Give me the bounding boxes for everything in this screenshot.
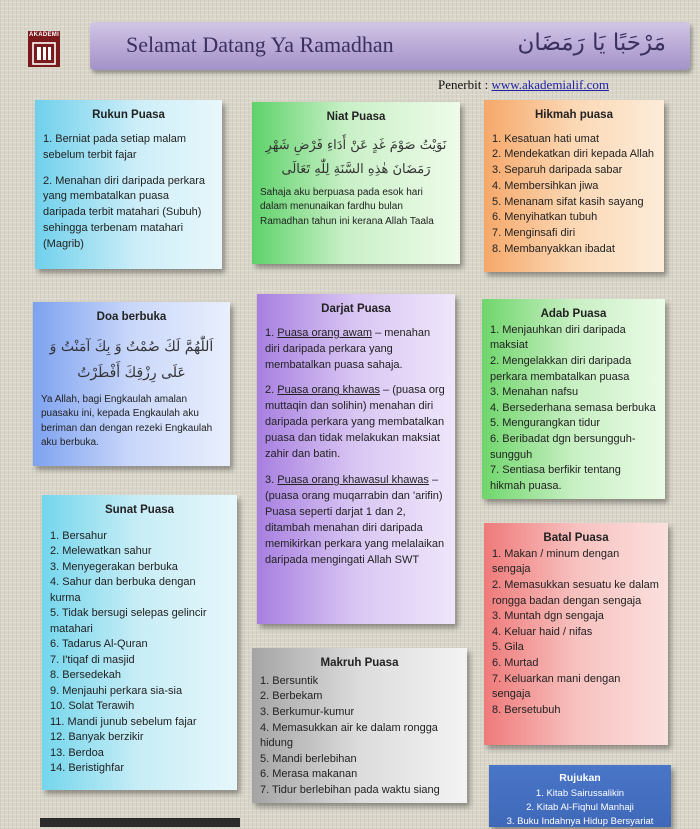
rukun-puasa-title: Rukun Puasa	[92, 109, 165, 121]
list-item: 6. Beribadat dgn bersungguh-sungguh	[490, 432, 636, 461]
list-item: 2. Memasukkan sesuatu ke dalam rongga badan dengan sengaja	[492, 578, 659, 607]
list-item: 1. Menjauhkan diri daripada maksiat	[490, 323, 626, 352]
list-item: 5. Gila	[492, 641, 524, 654]
darjat-heading: Puasa orang awam	[277, 326, 373, 339]
list-item: 9. Menjauhi perkara sia-sia	[50, 684, 183, 697]
list-item: 2. Melewatkan sahur	[50, 545, 152, 558]
rukun-puasa-box	[35, 100, 222, 269]
darjat-text: – (puasa org muttaqin dan solihin) menahan diri daripada perkara yang membatalkan puasa dan tidak melakukan maksiat zahir dan batin.	[265, 384, 445, 461]
list-item: 2. Mendekatkan diri kepada Allah	[492, 148, 655, 161]
batal-puasa-title: Batal Puasa	[543, 532, 609, 544]
list-item: 7. Keluarkan mani dengan sengaja	[492, 672, 621, 701]
list-item: 14. Beristighfar	[50, 762, 124, 775]
doa-arabic-text: اَللّٰهُمَّ لَكَ صُمْتُ وَ بِكَ آمَنْتُ وَ عَلَى رِزْقِكَ أَفْطَرْتُ	[49, 338, 214, 382]
list-item: 2. Berbekam	[260, 690, 323, 703]
list-item: 13. Berdoa	[50, 746, 104, 759]
niat-puasa-title: Niat Puasa	[326, 111, 386, 123]
publisher-line	[438, 77, 609, 93]
sunat-puasa-title: Sunat Puasa	[104, 504, 175, 516]
list-item: 5. Mandi berlebihan	[260, 752, 357, 765]
alif-logo-icon	[32, 41, 56, 65]
list-item: 4. Memasukkan air ke dalam rongga hidung	[260, 721, 438, 750]
niat-translation: Sahaja aku berpuasa pada esok hari dalam menunaikan fardhu bulan Ramadhan tahun ini kerana Allah Taala	[260, 186, 434, 227]
darjat-num: 2.	[265, 384, 278, 397]
page-title-arabic: مَرْحَبًا يَا رَمَضَان	[517, 30, 666, 56]
list-item: 2. Kitab Al-Fiqhul Manhaji	[526, 801, 634, 813]
list-item: 2. Mengelakkan diri daripada perkara membatalkan puasa	[490, 354, 632, 383]
logo-text: AKADEMI	[28, 32, 60, 38]
list-item: 6. Murtad	[492, 656, 539, 669]
list-item: 4. Sahur dan berbuka dengan kurma	[50, 576, 196, 604]
darjat-num: 3.	[265, 474, 278, 487]
adab-list	[490, 323, 657, 495]
list-item: 1. Kitab Sairussalikin	[535, 788, 625, 800]
doa-berbuka-box	[33, 302, 230, 466]
list-item: 1. Makan / minum dengan sengaja	[492, 547, 620, 576]
hikmah-puasa-box	[484, 100, 664, 272]
page-title: Selamat Datang Ya Ramadhan	[126, 32, 394, 57]
list-item: 6. Merasa makanan	[260, 768, 358, 781]
list-item: 7. Menginsafi diri	[492, 226, 576, 239]
makruh-puasa-title: Makruh Puasa	[320, 657, 399, 669]
darjat-heading: Puasa orang khawas	[277, 384, 380, 397]
rujukan-title: Rujukan	[559, 772, 601, 784]
list-item: 7. I'tiqaf di masjid	[50, 653, 135, 666]
list-item: 3. Menahan nafsu	[490, 386, 579, 399]
sunat-list	[50, 529, 229, 777]
list-item: 1. Kesatuan hati umat	[492, 132, 600, 145]
rukun-item: 1. Berniat pada setiap malam sebelum terbit fajar	[43, 132, 187, 161]
makruh-list	[260, 674, 459, 799]
darjat-item	[265, 473, 447, 569]
list-item: 10. Solat Terawih	[50, 700, 135, 713]
list-item: 6. Menyihatkan tubuh	[492, 211, 598, 224]
akademi-alif-logo	[28, 31, 60, 67]
list-item: 1. Bersahur	[50, 529, 107, 542]
doa-translation: Ya Allah, bagi Engkaulah amalan puasaku ini, kepada Engkaulah aku beriman dan dengan rezeki Engkaulah aku berbuka.	[41, 393, 213, 449]
list-item: 7. Tidur berlebihan pada waktu siang	[260, 783, 440, 796]
darjat-text: – (puasa orang muqarrabin dan 'arifin) Puasa seperti darjat 1 dan 2, ditambah menahan diri daripada memikirkan perkara yang melalaikan daripada mengingati Allah SWT	[265, 474, 445, 566]
publisher-label: Penerbit :	[438, 77, 489, 92]
rujukan-box	[489, 765, 671, 827]
list-item: 5. Mengurangkan tidur	[490, 417, 601, 430]
darjat-heading: Puasa orang khawasul khawas	[277, 474, 429, 487]
hikmah-list	[492, 132, 656, 258]
adab-puasa-title: Adab Puasa	[540, 308, 607, 320]
darjat-puasa-title: Darjat Puasa	[321, 303, 391, 315]
list-item: 7. Sentiasa berfikir tentang hikmah puasa.	[490, 464, 621, 492]
publisher-link[interactable]: www.akademialif.com	[491, 77, 609, 92]
batal-list	[492, 547, 660, 719]
list-item: 5. Menanam sifat kasih sayang	[492, 195, 644, 208]
darjat-num: 1.	[265, 326, 278, 339]
list-item: 4. Keluar haid / nifas	[492, 625, 593, 638]
list-item: 8. Bersedekah	[50, 669, 121, 682]
darjat-item	[265, 326, 447, 374]
makruh-puasa-box	[252, 648, 467, 803]
list-item: 3. Muntah dgn sengaja	[492, 610, 604, 623]
adab-puasa-box	[482, 299, 665, 499]
sunat-puasa-box	[42, 495, 237, 790]
list-item: 4. Membersihkan jiwa	[492, 179, 599, 192]
niat-arabic-text: نَوَيْتُ صَوْمَ غَدٍ عَنْ أَدَاءِ فَرْضِ شَهْرِ رَمَضَانَ هٰذِهِ السَّنَةِ لِلّٰهِ تَعَالَى	[265, 137, 447, 177]
list-item: 3. Separuh daripada sabar	[492, 164, 623, 177]
list-item: 3. Menyegerakan berbuka	[50, 560, 178, 573]
darjat-puasa-box	[257, 294, 455, 624]
rukun-item: 2. Menahan diri daripada perkara yang membatalkan puasa daripada terbit matahari (Subuh) sehingga terbenam matahari (Magrib)	[43, 174, 206, 251]
title-banner	[90, 22, 690, 70]
batal-puasa-box	[484, 523, 668, 745]
list-item: 3. Buku Indahnya Hidup Bersyariat	[506, 815, 654, 827]
list-item: 8. Membanyakkan ibadat	[492, 242, 615, 255]
darjat-text: – menahan diri daripada perkara yang membatalkan puasa sahaja.	[265, 326, 431, 371]
list-item: 1. Bersuntik	[260, 674, 319, 687]
list-item: 3. Berkumur-kumur	[260, 705, 355, 718]
list-item: 4. Bersederhana semasa berbuka	[490, 401, 656, 414]
list-item: 8. Bersetubuh	[492, 703, 561, 716]
darjat-item	[265, 383, 447, 463]
niat-puasa-box	[252, 102, 460, 264]
list-item: 12. Banyak berzikir	[50, 731, 144, 744]
list-item: 6. Tadarus Al-Quran	[50, 638, 148, 651]
list-item: 5. Tidak bersugi selepas gelincir matahari	[50, 607, 207, 635]
hikmah-puasa-title: Hikmah puasa	[535, 109, 613, 121]
doa-berbuka-title: Doa berbuka	[96, 311, 167, 323]
bottom-divider	[40, 818, 240, 827]
list-item: 11. Mandi junub sebelum fajar	[50, 715, 197, 728]
